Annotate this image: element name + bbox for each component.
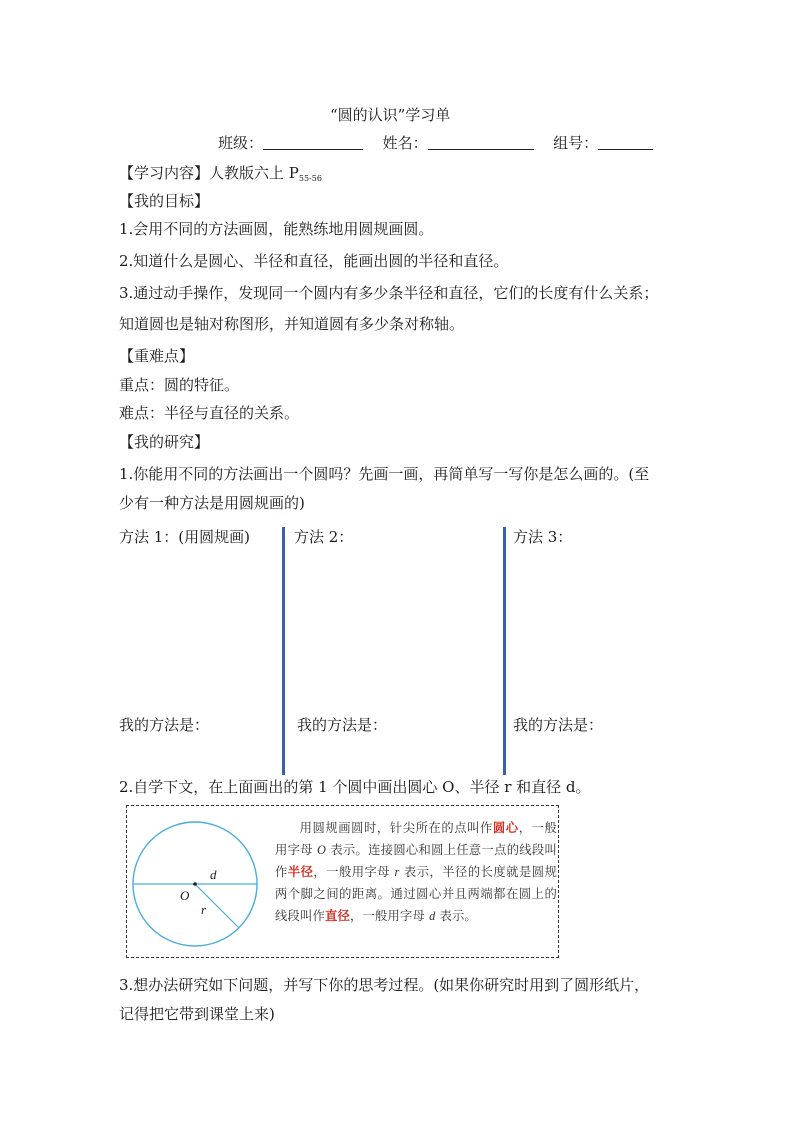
term-radius: 半径 (287, 865, 314, 879)
class-blank[interactable] (263, 133, 363, 150)
text-part-5: 表示，半径的长度就是圆规两个脚之间的距离。通过圆心并且两端都在圆上的线段叫作 (275, 865, 558, 923)
question-3-line-2: 记得把它带到课堂上来) (119, 1005, 275, 1023)
method-3-label: 方法 3： (513, 528, 573, 546)
content-label: 【学习内容】人教版六上 P (119, 164, 299, 182)
page-title: “圆的认识”学习单 (330, 106, 451, 124)
term-diameter: 直径 (325, 909, 350, 923)
goal-item-3-cont: 知道圆也是轴对称图形，并知道圆有多少条对称轴。 (119, 315, 465, 333)
method-3-answer-label: 我的方法是： (513, 716, 604, 734)
question-1-line-2: 少有一种方法是用圆规画的) (119, 494, 305, 512)
textbook-paragraph (275, 817, 557, 927)
goal-item-1: 1.会用不同的方法画圆，能熟练地用圆规画圆。 (119, 220, 434, 238)
letter-d: d (429, 909, 436, 923)
class-label: 班级： (218, 134, 264, 152)
goal-item-2: 2.知道什么是圆心、半径和直径，能画出圆的半径和直径。 (119, 252, 509, 270)
term-center: 圆心 (492, 821, 519, 835)
method-2-label: 方法 2： (294, 528, 354, 546)
goals-heading: 【我的目标】 (119, 192, 210, 210)
radius-label: r (201, 902, 207, 917)
group-blank[interactable] (598, 133, 653, 150)
content-pages: 55-56 (298, 174, 322, 183)
group-label: 组号： (553, 134, 599, 152)
text-part-4: ，一般用字母 (313, 865, 391, 879)
question-3-line-1: 3.想办法研究如下问题，并写下你的思考过程。(如果你研究时用到了圆形纸片， (119, 976, 650, 994)
text-part-6: ，一般用字母 (350, 909, 425, 923)
center-label: O (180, 888, 190, 903)
text-part-1: 用圆规画圆时，针尖所在的点叫作 (299, 821, 493, 835)
method-2-answer-label: 我的方法是： (297, 716, 388, 734)
text-part-2: ，一般用字母 (275, 821, 557, 857)
goal-item-3: 3.通过动手操作，发现同一个圆内有多少条半径和直径，它们的长度有什么关系； (119, 284, 659, 302)
center-point (193, 882, 197, 886)
text-part-3: 表示。连接圆心和圆上任意一点的线段叫作 (275, 843, 557, 879)
letter-o: O (317, 843, 327, 857)
header-fields (218, 133, 653, 153)
column-divider-2 (503, 527, 506, 775)
question-1-line-1: 1.你能用不同的方法画出一个圆吗？先画一画，再简单写一写你是怎么画的。(至 (119, 465, 650, 483)
research-heading: 【我的研究】 (119, 433, 210, 451)
circle-diagram (128, 808, 273, 956)
key-heading: 【重难点】 (119, 347, 195, 365)
letter-r: r (394, 865, 400, 879)
column-divider-1 (282, 527, 285, 775)
key-difficulty: 难点：半径与直径的关系。 (119, 404, 300, 422)
method-1-answer-label: 我的方法是： (119, 716, 210, 734)
name-blank[interactable] (428, 133, 534, 150)
diameter-label: d (210, 867, 217, 882)
content-line (119, 163, 322, 189)
question-2: 2.自学下文，在上面画出的第 1 个圆中画出圆心 O、半径 r 和直径 d。 (119, 778, 591, 796)
method-1-label: 方法 1：(用圆规画) (119, 528, 251, 546)
key-focus: 重点：圆的特征。 (119, 376, 240, 394)
text-part-7: 表示。 (439, 909, 478, 923)
name-label: 姓名： (382, 134, 428, 152)
